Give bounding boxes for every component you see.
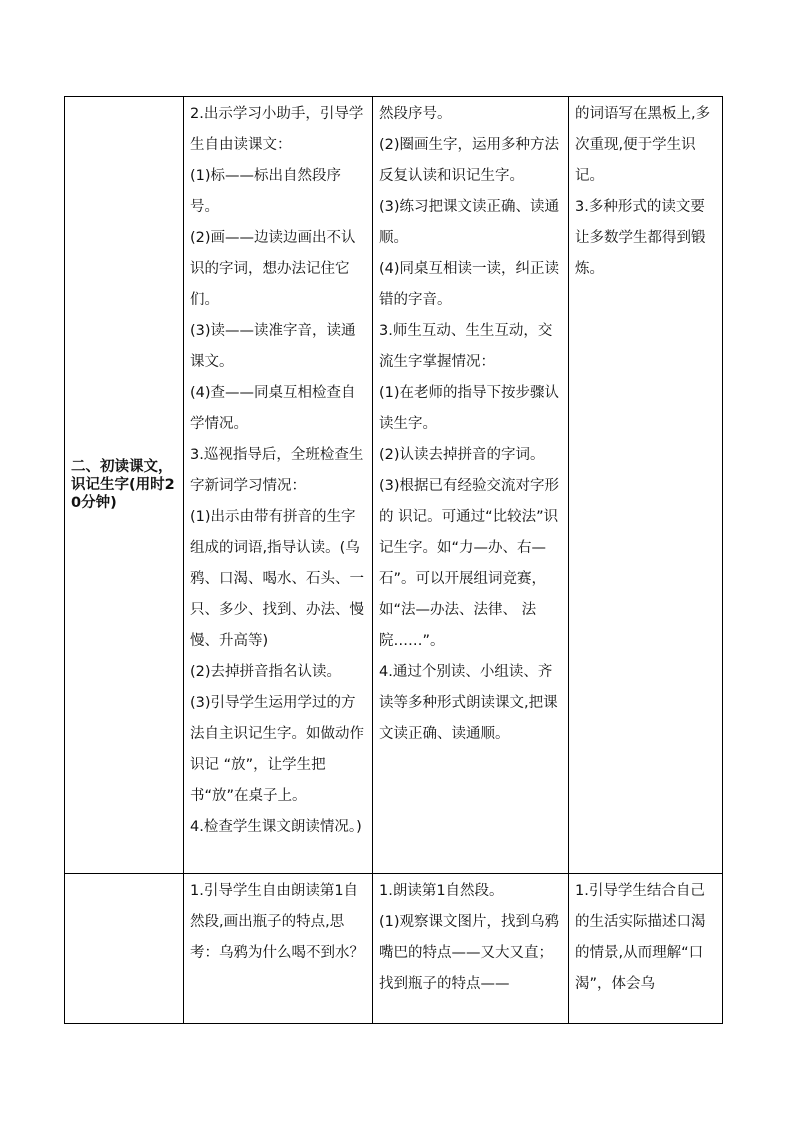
design-note-line: 1.引导学生结合自己的生活实际描述口渴的情景,从而理解“口渴”，体会乌	[575, 883, 706, 992]
student-activity-cell	[373, 874, 569, 1024]
student-activity-line: 1.朗读第1自然段。	[379, 883, 504, 899]
student-activity-line: (2)圈画生字，运用多种方法反复认读和识记生字。	[379, 137, 560, 184]
teacher-activity-line: (4)查——同桌互相检查自学情况。	[190, 385, 356, 432]
student-activity-cell	[373, 97, 569, 874]
student-activity-line: (3)练习把课文读正确、读通顺。	[379, 199, 560, 246]
section-title-cell	[65, 97, 184, 874]
teacher-activity-line: (1)标——标出自然段序号。	[190, 168, 342, 215]
design-note-line: 的词语写在黑板上,多次重现,便于学生识记。	[575, 106, 711, 184]
teacher-activity-line: (1)出示由带有拼音的生字组成的词语,指导认读。(乌鸦、口渴、喝水、石头、一只、多少、找到、办法、慢慢、升高等)	[190, 509, 364, 649]
student-activity-line: 然段序号。	[379, 106, 452, 122]
student-activity-line: 3.师生互动、生生互动，交流生字掌握情况：	[379, 323, 553, 370]
teacher-activity-line: (3)读——读准字音，读通课文。	[190, 323, 356, 370]
student-activity-line: (1)观察课文图片，找到乌鸦嘴巴的特点——又大又直；找到瓶子的特点——	[379, 914, 560, 992]
teacher-activity-line: 4.检查学生课文朗读情况。)	[190, 819, 362, 835]
design-notes-cell	[569, 874, 723, 1024]
teacher-activity-cell	[184, 97, 373, 874]
student-activity-line: (3)根据已有经验交流对字形的 识记。可通过“比较法”识记生字。如“力—办、右—石”。可以开展组词竞赛，如“法—办法、法律、 法院……”。	[379, 478, 560, 649]
table-row-first-paragraph	[65, 874, 723, 1024]
student-activity-line: (4)同桌互相读一读，纠正读错的字音。	[379, 261, 560, 308]
table-row-initial-reading	[65, 97, 723, 874]
student-activity-line: 4.通过个别读、小组读、齐读等多种形式朗读课文,把课文读正确、读通顺。	[379, 664, 558, 742]
teacher-activity-line: 3.巡视指导后，全班检查生字新词学习情况：	[190, 447, 364, 494]
teacher-activity-line: 1.引导学生自由朗读第1自然段,画出瓶子的特点,思考：乌鸦为什么喝不到水？	[190, 883, 364, 961]
teacher-activity-line: (2)去掉拼音指名认读。	[190, 664, 342, 680]
section-title-cell	[65, 874, 184, 1024]
teacher-activity-line: (3)引导学生运用学过的方法自主识记生字。如做动作识记 “放”，让学生把书“放”在桌子上。	[190, 695, 364, 804]
student-activity-line: (1)在老师的指导下按步骤认读生字。	[379, 385, 560, 432]
section-title: 二、初读课文，识记生字(用时20分钟)	[71, 459, 175, 511]
teacher-activity-cell	[184, 874, 373, 1024]
design-note-line: 3.多种形式的读文要让多数学生都得到锻炼。	[575, 199, 706, 277]
teacher-activity-line: (2)画——边读边画出不认识的字词，想办法记住它们。	[190, 230, 356, 308]
student-activity-line: (2)认读去掉拼音的字词。	[379, 447, 545, 463]
design-notes-cell	[569, 97, 723, 874]
lesson-plan-table	[64, 96, 723, 1024]
teacher-activity-line: 2.出示学习小助手，引导学生自由读课文：	[190, 106, 364, 153]
